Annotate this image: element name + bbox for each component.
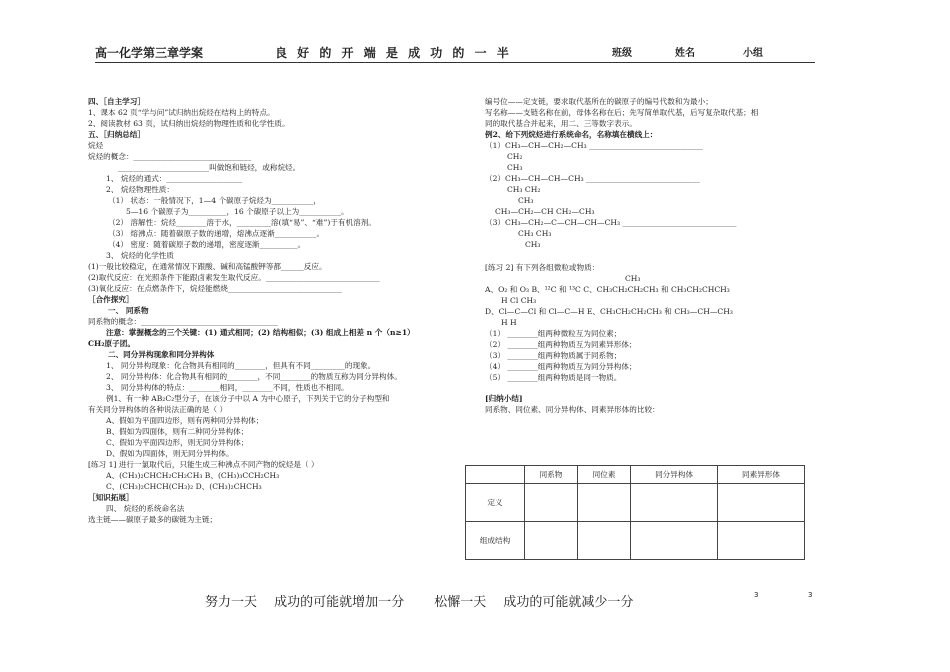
text-line: 5—16 个碳原子为__________，16 个碳原子以上为___________。 [126, 207, 349, 216]
practice-heading: [练习 2] 有下列各组微粒或物质： [485, 263, 600, 272]
answer-line: （4） ________组两种物质互为同分异构体； [485, 362, 637, 371]
text-line: 烷烃 [88, 141, 104, 150]
right-column [485, 96, 820, 415]
table-row [466, 484, 805, 522]
text-line: （2） 溶解性：烷烃________溶于水，_________溶(填“易”、“难”)于有机溶剂。 [108, 218, 376, 227]
text-line: 3、 烷烃的化学性质 [106, 251, 174, 260]
option-line: A、O₂ 和 O₃ B、¹²C 和 ¹³C C、CH₃CH₂CH₂CH₃ 和 CH₃CH₂CHCH₃ [485, 285, 730, 294]
text-line: 同的取代基合并起来，用二、三等数字表示。 [485, 119, 637, 128]
text-line: 烷烃的概念：_______________________________ [88, 152, 252, 161]
text-line: 写名称——支链名称在前，母体名称在后；先写简单取代基，后写复杂取代基；相 [485, 108, 759, 117]
text-line: 编号位——定支链，要求取代基所在的碳原子的编号代数和为最小； [485, 97, 713, 106]
structure-line: H Cl CH₃ [501, 296, 537, 305]
left-column [88, 96, 458, 525]
structure-line: CH₃—CH₂—CH CH₂—CH₃ [495, 207, 595, 216]
table-header-row [466, 466, 805, 484]
table-header-cell: 同素异形体 [718, 466, 805, 484]
summary-title: [归纳小结] [485, 394, 523, 403]
table-cell: 定义 [466, 484, 525, 522]
motto: 良 好 的 开 端 是 成 功 的 一 半 [275, 46, 512, 60]
page-number: 3 [808, 591, 813, 599]
table-cell[interactable] [631, 484, 718, 522]
page-number: 3 [754, 591, 759, 599]
structure-line: （1）CH₃—CH—CH₂—CH₃ ______________________________ [485, 141, 703, 150]
summary-intro: 同系物、同位素、同分异构体、同素异形体的比较： [485, 405, 660, 414]
structure-line: CH₂ [507, 152, 523, 161]
text-line: （3） 熔沸点：随着碳原子数的递增，熔沸点逐渐___________。 [108, 229, 325, 238]
structure-line: （3）CH₃—CH₂—C—CH—CH—CH₃ ______________________________ [485, 218, 737, 227]
table-cell[interactable] [578, 484, 631, 522]
text-line: 同系物的概念：____________________________________ [88, 317, 278, 326]
table-cell[interactable] [525, 484, 578, 522]
text-line: （4） 密度：随着碳原子数的递增，密度逐渐__________。 [108, 240, 306, 249]
table-header-cell: 同位素 [578, 466, 631, 484]
structure-line: （2）CH₃—CH—CH—CH₃ ______________________________ [485, 174, 700, 183]
note-line: CH₂原子团。 [88, 339, 135, 348]
option-line: C、(CH₃)₂CHCH(CH₃)₂ D、(CH₃)₂CHCH₃ [106, 482, 262, 491]
text-line: 3、 同分异构体的特点：________相同，________不同，性质也不相同。 [106, 383, 349, 392]
table-cell[interactable] [718, 522, 805, 560]
table-cell[interactable] [578, 522, 631, 560]
option-line: D、Cl—C—Cl 和 Cl—C—H E、CH₃CH₂CH₂CH₃ 和 CH₃—CH—CH₃ [485, 307, 733, 316]
structure-line: CH₃ CH₃ [518, 229, 552, 238]
text-line: 1、课本 62 页“学与问”试归纳出烷烃在结构上的特点。 [88, 108, 275, 117]
text-line: (1)一般比较稳定，在通常情况下跟酸、碱和高锰酸钾等都______反应。 [88, 262, 327, 271]
structure-line: CH₃ [525, 240, 541, 249]
section-heading: 四、［自主学习］ [88, 97, 145, 106]
example-line: 例2、给下列烷烃进行系统命名，名称填在横线上： [485, 130, 658, 139]
page-header [95, 44, 815, 63]
structure-line: H H [501, 318, 517, 327]
text-line: 四、 烷烃的系统命名法 [106, 504, 185, 513]
answer-line: （5） ________组两种物质是同一物质。 [485, 373, 622, 382]
structure-line: CH₃ [518, 196, 534, 205]
text-line: (2)取代反应：在光照条件下能跟卤素发生取代反应。______________________________ [88, 273, 380, 282]
class-label: 班级 [612, 48, 632, 59]
answer-line: （3） ________组两种物质属于同系物； [485, 351, 622, 360]
text-line: （1） 状态：一般情况下，1—4 个碳原子烷烃为___________， [108, 196, 321, 205]
text-line: [练习 1] 进行一氯取代后，只能生成三种沸点不同产物的烷烃是（ ） [88, 460, 319, 469]
option-line: A、假如为平面四边形，则有两种同分异构体； [106, 416, 264, 425]
subsection-heading: 一、 同系物 [108, 306, 149, 315]
note-line: 注意：掌握概念的三个关键：(1) 通式相同；(2) 结构相似；(3) 组成上相差 n 个（n≥1） [106, 328, 415, 337]
section-heading: 五、［归纳总结］ [88, 130, 145, 139]
table-header-cell: 同分异构体 [631, 466, 718, 484]
option-line: D、假如为四面体，则无同分异构体。 [106, 449, 234, 458]
table-cell[interactable] [631, 522, 718, 560]
text-line: 选主链——碳原子最多的碳链为主链； [88, 515, 218, 524]
option-line: C、假如为平面四边形，则无同分异构体； [106, 438, 249, 447]
option-line: A、(CH₃)₂CHCH₂CH₂CH₃ B、(CH₃)₃CCH₂CH₃ [106, 471, 280, 480]
structure-line: CH₃ [507, 163, 523, 172]
text-line: 1、 同分异构现象：化合物具有相同的________，但具有不同_________的现象。 [106, 361, 376, 370]
course-title: 高一化学第三章学案 [95, 46, 204, 60]
text-line: 2、 烷烃物理性质： [106, 185, 174, 194]
table-row [466, 522, 805, 560]
structure-line: CH₃ CH₂ [507, 185, 541, 194]
table-header-cell [466, 466, 525, 484]
comparison-table [465, 465, 805, 560]
section-heading: ［合作探究］ [88, 295, 134, 304]
group-label: 小组 [743, 48, 763, 59]
section-heading: ［知识拓展］ [88, 493, 134, 502]
answer-line: （1） ________组两种微粒互为同位素； [485, 329, 622, 338]
text-line: 2、 同分异构体：化合物具有相同的________，不同________的物质互称为同分异构体。 [106, 372, 402, 381]
text-line: 有关同分异构体的各种说法正确的是（ ） [88, 405, 228, 414]
answer-line: （2） ________组两种物质互为同素异形体； [485, 340, 637, 349]
table-header-cell: 同系物 [525, 466, 578, 484]
option-line: B、假如为四面体，则有二种同分异构体； [106, 427, 249, 436]
text-line: 1、 烷烃的通式：____________________ [106, 174, 243, 183]
text-line: (3)氧化反应：在点燃条件下，烷烃能燃烧______________________________ [88, 284, 342, 293]
footer-motto: 努力一天 成功的可能就增加一分 松懈一天 成功的可能就减少一分 [205, 595, 634, 610]
table-cell[interactable] [718, 484, 805, 522]
text-line: 2、阅读教材 63 页，试归纳出烷烃的物理性质和化学性质。 [88, 119, 290, 128]
text-line: ________________________叫做饱和链烃，或称烷烃。 [118, 163, 301, 172]
example-line: 例1、有一种 AB₂C₂型分子，在该分子中以 A 为中心原子，下列关于它的分子构型和 [106, 394, 390, 403]
name-label: 姓名 [675, 48, 695, 59]
table-cell[interactable] [525, 522, 578, 560]
structure-line: CH₃ [625, 274, 641, 283]
table-cell: 组成结构 [466, 522, 525, 560]
subsection-heading: 二、同分异构现象和同分异构体 [108, 350, 215, 359]
